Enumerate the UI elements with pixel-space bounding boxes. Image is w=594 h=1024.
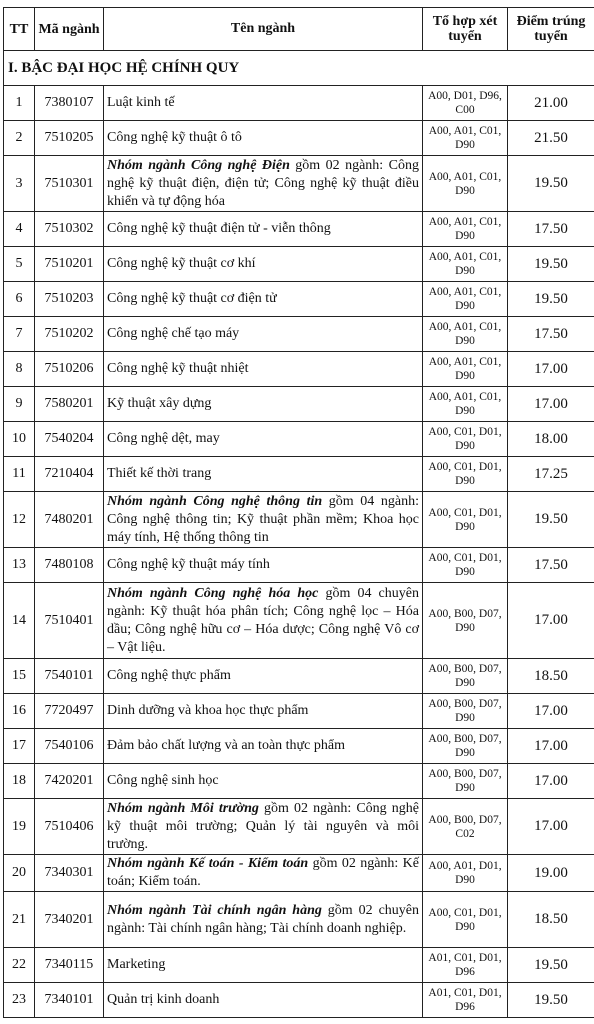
major-name: gồm 02 chuyên ngành: Tài chính ngân hàng; Tài chính doanh nghiệp. bbox=[107, 902, 419, 936]
subject-combination: A00, B00, D07, D90 bbox=[423, 729, 508, 764]
subject-combination: A00, B00, D07, D90 bbox=[423, 764, 508, 799]
major-name: Công nghệ kỹ thuật điện tử - viễn thông bbox=[107, 221, 331, 236]
major-name: Marketing bbox=[107, 957, 166, 972]
major-name-cell bbox=[104, 764, 423, 799]
admission-score: 17.50 bbox=[508, 548, 594, 583]
subject-combination: A00, A01, D01, D90 bbox=[423, 855, 508, 892]
table-row bbox=[4, 121, 594, 156]
admission-score: 19.50 bbox=[508, 492, 594, 548]
row-number: 5 bbox=[4, 247, 35, 282]
major-name-cell bbox=[104, 948, 423, 983]
table-row bbox=[4, 156, 594, 212]
table-row bbox=[4, 282, 594, 317]
admission-score: 17.00 bbox=[508, 694, 594, 729]
table-row bbox=[4, 799, 594, 855]
subject-combination: A01, C01, D01, D96 bbox=[423, 983, 508, 1018]
major-name-cell bbox=[104, 492, 423, 548]
major-code: 7540106 bbox=[35, 729, 104, 764]
admission-score: 17.00 bbox=[508, 583, 594, 659]
subject-combination: A00, A01, C01, D90 bbox=[423, 317, 508, 352]
header-diem: Điểm trúng tuyển bbox=[508, 8, 594, 51]
subject-combination: A00, B00, D07, D90 bbox=[423, 659, 508, 694]
subject-combination: A01, C01, D01, D96 bbox=[423, 948, 508, 983]
major-name-cell bbox=[104, 352, 423, 387]
table-row bbox=[4, 694, 594, 729]
header-to-hop: Tổ hợp xét tuyển bbox=[423, 8, 508, 51]
admission-score: 17.00 bbox=[508, 799, 594, 855]
row-number: 21 bbox=[4, 892, 35, 948]
row-number: 20 bbox=[4, 855, 35, 892]
row-number: 4 bbox=[4, 212, 35, 247]
major-code: 7480201 bbox=[35, 492, 104, 548]
row-number: 19 bbox=[4, 799, 35, 855]
row-number: 17 bbox=[4, 729, 35, 764]
subject-combination: A00, A01, C01, D90 bbox=[423, 352, 508, 387]
row-number: 11 bbox=[4, 457, 35, 492]
row-number: 1 bbox=[4, 86, 35, 121]
table-row bbox=[4, 247, 594, 282]
major-name: Công nghệ kỹ thuật cơ điện tử bbox=[107, 291, 277, 306]
major-name: Công nghệ kỹ thuật nhiệt bbox=[107, 361, 249, 376]
admission-score: 17.00 bbox=[508, 387, 594, 422]
major-name: gồm 04 chuyên ngành: Kỹ thuật hóa phân tích; Công nghệ lọc – Hóa dầu; Công nghệ hữu cơ – Hóa dược; Công nghệ Vô cơ – Vật liệu. bbox=[107, 585, 419, 655]
subject-combination: A00, B00, D07, C02 bbox=[423, 799, 508, 855]
header-tt: TT bbox=[4, 8, 35, 51]
major-name: Công nghệ sinh học bbox=[107, 773, 219, 788]
row-number: 3 bbox=[4, 156, 35, 212]
major-name-cell bbox=[104, 583, 423, 659]
subject-combination: A00, A01, C01, D90 bbox=[423, 282, 508, 317]
major-name: Kỹ thuật xây dựng bbox=[107, 396, 212, 411]
major-code: 7720497 bbox=[35, 694, 104, 729]
major-group-title: Nhóm ngành Môi trường bbox=[107, 800, 259, 816]
major-name: gồm 02 ngành: Công nghệ kỹ thuật điện, điện tử; Công nghệ kỹ thuật điều khiển và tự động hóa bbox=[107, 157, 419, 209]
table-row bbox=[4, 548, 594, 583]
admission-score: 17.50 bbox=[508, 317, 594, 352]
row-number: 8 bbox=[4, 352, 35, 387]
subject-combination: A00, C01, D01, D90 bbox=[423, 492, 508, 548]
admission-score: 17.50 bbox=[508, 212, 594, 247]
admission-score: 21.00 bbox=[508, 86, 594, 121]
table-row bbox=[4, 212, 594, 247]
major-group-title: Nhóm ngành Kế toán - Kiểm toán bbox=[107, 856, 309, 871]
major-name: Đảm bảo chất lượng và an toàn thực phẩm bbox=[107, 738, 345, 753]
major-name: Dinh dưỡng và khoa học thực phẩm bbox=[107, 703, 309, 718]
row-number: 13 bbox=[4, 548, 35, 583]
major-name-cell bbox=[104, 212, 423, 247]
major-name-cell bbox=[104, 387, 423, 422]
header-ten-nganh: Tên ngành bbox=[104, 8, 423, 51]
major-name: Công nghệ thực phẩm bbox=[107, 668, 231, 683]
major-code: 7510302 bbox=[35, 212, 104, 247]
table-row bbox=[4, 948, 594, 983]
table-row bbox=[4, 983, 594, 1018]
row-number: 15 bbox=[4, 659, 35, 694]
major-code: 7510205 bbox=[35, 121, 104, 156]
major-name-cell bbox=[104, 317, 423, 352]
major-name-cell bbox=[104, 799, 423, 855]
section-heading-row bbox=[4, 51, 594, 86]
row-number: 23 bbox=[4, 983, 35, 1018]
table-row bbox=[4, 892, 594, 948]
row-number: 9 bbox=[4, 387, 35, 422]
major-code: 7510406 bbox=[35, 799, 104, 855]
row-number: 16 bbox=[4, 694, 35, 729]
major-name-cell bbox=[104, 457, 423, 492]
admission-score: 19.50 bbox=[508, 156, 594, 212]
admission-score: 19.50 bbox=[508, 247, 594, 282]
major-code: 7580201 bbox=[35, 387, 104, 422]
major-name-cell bbox=[104, 86, 423, 121]
major-name-cell bbox=[104, 121, 423, 156]
admission-score: 17.00 bbox=[508, 729, 594, 764]
major-name-cell bbox=[104, 247, 423, 282]
row-number: 6 bbox=[4, 282, 35, 317]
major-code: 7210404 bbox=[35, 457, 104, 492]
major-group-title: Nhóm ngành Công nghệ Điện bbox=[107, 157, 290, 173]
row-number: 18 bbox=[4, 764, 35, 799]
major-code: 7540101 bbox=[35, 659, 104, 694]
major-name-cell bbox=[104, 855, 423, 892]
table-row bbox=[4, 422, 594, 457]
admission-score: 17.25 bbox=[508, 457, 594, 492]
major-code: 7510401 bbox=[35, 583, 104, 659]
table-row bbox=[4, 387, 594, 422]
row-number: 12 bbox=[4, 492, 35, 548]
major-group-title: Nhóm ngành Công nghệ thông tin bbox=[107, 493, 323, 509]
row-number: 2 bbox=[4, 121, 35, 156]
major-code: 7340101 bbox=[35, 983, 104, 1018]
admission-score: 18.00 bbox=[508, 422, 594, 457]
major-code: 7380107 bbox=[35, 86, 104, 121]
major-name: gồm 02 ngành: Kế toán; Kiểm toán. bbox=[107, 856, 419, 889]
admission-score-table bbox=[3, 7, 594, 1018]
row-number: 22 bbox=[4, 948, 35, 983]
major-name: Công nghệ kỹ thuật ô tô bbox=[107, 130, 242, 145]
subject-combination: A00, A01, C01, D90 bbox=[423, 212, 508, 247]
major-name: gồm 04 ngành: Công nghệ thông tin; Kỹ thuật phần mềm; Khoa học máy tính, Hệ thống thông tin bbox=[107, 493, 419, 545]
major-name: Công nghệ chế tạo máy bbox=[107, 326, 240, 341]
table-header-row bbox=[4, 8, 594, 51]
admission-score: 18.50 bbox=[508, 892, 594, 948]
major-name-cell bbox=[104, 282, 423, 317]
admission-score: 19.50 bbox=[508, 282, 594, 317]
major-name: gồm 02 ngành: Công nghệ kỹ thuật môi trường; Quản lý tài nguyên và môi trường. bbox=[107, 800, 419, 852]
major-code: 7420201 bbox=[35, 764, 104, 799]
major-name-cell bbox=[104, 892, 423, 948]
major-name-cell bbox=[104, 729, 423, 764]
major-code: 7510202 bbox=[35, 317, 104, 352]
major-code: 7540204 bbox=[35, 422, 104, 457]
major-name-cell bbox=[104, 422, 423, 457]
subject-combination: A00, A01, C01, D90 bbox=[423, 387, 508, 422]
row-number: 10 bbox=[4, 422, 35, 457]
major-name-cell bbox=[104, 548, 423, 583]
subject-combination: A00, C01, D01, D90 bbox=[423, 422, 508, 457]
major-code: 7510301 bbox=[35, 156, 104, 212]
admission-score: 21.50 bbox=[508, 121, 594, 156]
major-code: 7510206 bbox=[35, 352, 104, 387]
section-title: I. BẬC ĐẠI HỌC HỆ CHÍNH QUY bbox=[4, 51, 594, 86]
major-code: 7340115 bbox=[35, 948, 104, 983]
table-row bbox=[4, 764, 594, 799]
major-name-cell bbox=[104, 156, 423, 212]
table-row bbox=[4, 583, 594, 659]
table-row bbox=[4, 855, 594, 892]
subject-combination: A00, A01, C01, D90 bbox=[423, 247, 508, 282]
major-code: 7510201 bbox=[35, 247, 104, 282]
table-row bbox=[4, 317, 594, 352]
major-name-cell bbox=[104, 983, 423, 1018]
major-name: Công nghệ kỹ thuật cơ khí bbox=[107, 256, 256, 271]
subject-combination: A00, B00, D07, D90 bbox=[423, 583, 508, 659]
major-code: 7340201 bbox=[35, 892, 104, 948]
major-group-title: Nhóm ngành Tài chính ngân hàng bbox=[107, 902, 322, 918]
subject-combination: A00, C01, D01, D90 bbox=[423, 457, 508, 492]
major-name: Thiết kế thời trang bbox=[107, 466, 212, 481]
admission-score: 17.00 bbox=[508, 352, 594, 387]
subject-combination: A00, A01, C01, D90 bbox=[423, 121, 508, 156]
row-number: 14 bbox=[4, 583, 35, 659]
table-row bbox=[4, 86, 594, 121]
subject-combination: A00, D01, D96, C00 bbox=[423, 86, 508, 121]
major-name-cell bbox=[104, 659, 423, 694]
table-row bbox=[4, 352, 594, 387]
admission-score-document bbox=[3, 7, 591, 1018]
admission-score: 18.50 bbox=[508, 659, 594, 694]
major-name-cell bbox=[104, 694, 423, 729]
admission-score: 19.00 bbox=[508, 855, 594, 892]
table-row bbox=[4, 659, 594, 694]
table-row bbox=[4, 492, 594, 548]
subject-combination: A00, A01, C01, D90 bbox=[423, 156, 508, 212]
admission-score: 19.50 bbox=[508, 948, 594, 983]
major-name: Luật kinh tế bbox=[107, 95, 175, 110]
header-ma-nganh: Mã ngành bbox=[35, 8, 104, 51]
major-name: Công nghệ kỹ thuật máy tính bbox=[107, 557, 270, 572]
subject-combination: A00, C01, D01, D90 bbox=[423, 548, 508, 583]
admission-score: 17.00 bbox=[508, 764, 594, 799]
subject-combination: A00, C01, D01, D90 bbox=[423, 892, 508, 948]
row-number: 7 bbox=[4, 317, 35, 352]
admission-score: 19.50 bbox=[508, 983, 594, 1018]
major-code: 7480108 bbox=[35, 548, 104, 583]
table-row bbox=[4, 729, 594, 764]
subject-combination: A00, B00, D07, D90 bbox=[423, 694, 508, 729]
major-name: Công nghệ dệt, may bbox=[107, 431, 220, 446]
table-row bbox=[4, 457, 594, 492]
major-group-title: Nhóm ngành Công nghệ hóa học bbox=[107, 585, 319, 601]
major-code: 7340301 bbox=[35, 855, 104, 892]
major-code: 7510203 bbox=[35, 282, 104, 317]
major-name: Quản trị kinh doanh bbox=[107, 992, 220, 1007]
